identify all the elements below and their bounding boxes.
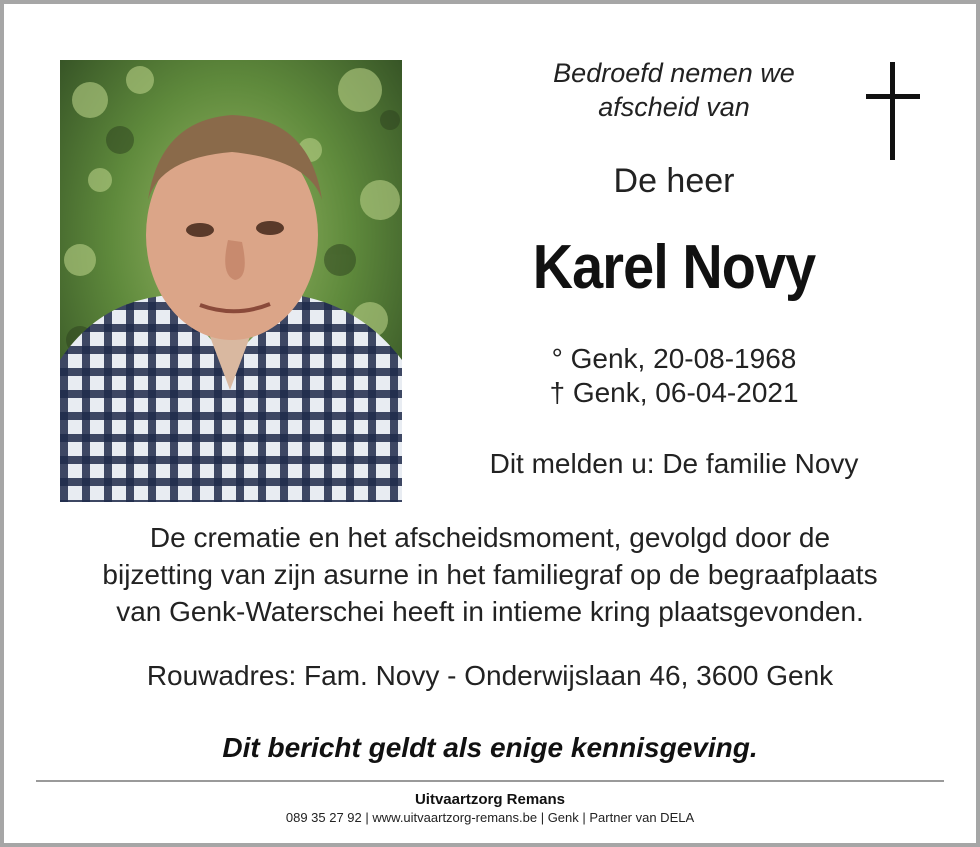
ceremony-line-2: bijzetting van zijn asurne in het familiegraf op de begraafplaats [102, 559, 878, 590]
mourning-address: Rouwadres: Fam. Novy - Onderwijslaan 46, 3600 Genk [146, 660, 834, 691]
honorific-title: De heer [613, 162, 735, 200]
family-notice: Dit melden u: De familie Novy [489, 448, 859, 479]
intro-line-2: afscheid van [598, 92, 750, 122]
birth-date: ° Genk, 20-08-1968 [551, 343, 797, 374]
deceased-name: Karel Novy [532, 233, 816, 302]
death-date: † Genk, 06-04-2021 [549, 377, 799, 408]
ceremony-line-3: van Genk-Waterschei heeft in intieme kring plaatsgevonden. [116, 596, 864, 627]
undertaker-name: Uitvaartzorg Remans [414, 791, 566, 808]
cross-icon [864, 62, 924, 162]
intro-line-1: Bedroefd nemen we [553, 58, 795, 88]
footer-divider [36, 780, 944, 782]
life-dates [484, 342, 864, 410]
ceremony-text [24, 519, 956, 630]
ceremony-line-1: De crematie en het afscheidsmoment, gevolgd door de [149, 522, 831, 553]
official-notice: Dit bericht geldt als enige kennisgeving. [222, 732, 758, 763]
intro-text [484, 56, 864, 124]
undertaker-contact: 089 35 27 92 | www.uitvaartzorg-remans.be | Genk | Partner van DELA [285, 810, 695, 825]
portrait-photo [60, 60, 402, 502]
